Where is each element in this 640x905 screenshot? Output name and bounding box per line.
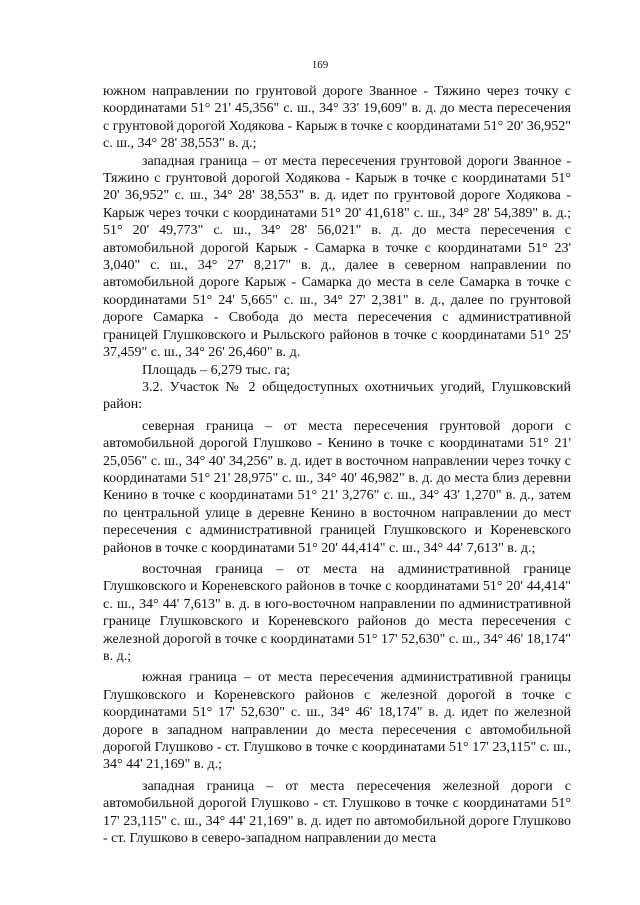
- paragraph-plot-2-heading: 3.2. Участок № 2 общедоступных охотничьих угодий, Глушковский район:: [103, 379, 571, 413]
- document-body: [103, 83, 571, 847]
- paragraph-continuation: южном направлении по грунтовой дороге Званное - Тяжино через точку с координатами 51° 21' 45,356" с. ш., 34° 33' 19,609" в. д. до места пересечения с грунтовой дорогой Ходякова - Карыж в точке с координатами 51° 20' 36,952" с. ш., 34° 28' 38,553" в. д.;: [103, 84, 571, 152]
- paragraph-western-border-plot-1: западная граница – от места пересечения грунтовой дороги Званное - Тяжино с грунтовой дорогой Ходякова - Карыж в точке с координатами 51° 20' 36,952" с. ш., 34° 28' 38,553" в. д. идет по грунтовой дороге Ходякова - Карыж через точки с координатами 51° 20' 41,618" с. ш., 34° 28' 54,389" в. д.; 51° 20' 49,773" с. ш., 34° 28' 56,021" в. д. до места пересечения с автомобильной дорогой Карыж - Самарка в точке с координатами 51° 23' 3,040" с. ш., 34° 27' 8,217" в. д., далее в северном направлении по автомобильной дороге Карыж - Самарка до места в селе Самарка в точке с координатами 51° 24' 5,665" с. ш., 34° 27' 2,381" в. д., далее по грунтовой дороге Самарка - Свобода до места пересечения с административной границей Глушковского и Рыльского районов в точке с координатами 51° 25' 37,459" с. ш., 34° 26' 26,460" в. д.: [103, 153, 571, 361]
- paragraph-area: Площадь – 6,279 тыс. га;: [142, 362, 291, 378]
- paragraph-northern-border: северная граница – от места пересечения грунтовой дороги с автомобильной дорогой Глушково - Кенино в точке с координатами 51° 21' 25,056" с. ш., 34° 40' 34,256" в. д. идет в восточном направлении через точку с координатами 51° 21' 28,975" с. ш., 34° 40' 46,982" в. д. до места близ деревни Кенино в точке с координатами 51° 21' 3,276" с. ш., 34° 43' 1,270" в. д., затем по центральной улице в деревне Кенино в восточном направлении до мест пересечения с административной границей Глушковского и Кореневского районов в точке с координатами 51° 20' 44,414" с. ш., 34° 44' 7,613" в. д.;: [103, 418, 571, 556]
- paragraph-southern-border: южная граница – от места пересечения административной границы Глушковского и Кореневского районов с железной дорогой в точке с координатами 51° 17' 52,630" с. ш., 34° 46' 18,174" в. д. идет по железной дороге в западном направлении до места пересечения с автомобильной дорогой Глушково - ст. Глушково в точке с координатами 51° 17' 23,115" с. ш., 34° 44' 21,169" в. д.;: [103, 670, 571, 773]
- page-number: 169: [311, 59, 329, 71]
- paragraph-western-border-plot-2: западная граница – от места пересечения железной дороги с автомобильной дорогой Глушково - ст. Глушково в точке с координатами 51° 17' 23,115" с. ш., 34° 44' 21,169" в. д. идет по автомобильной дороге Глушково - ст. Глушково в северо-западном направлении до места: [103, 778, 571, 847]
- paragraph-eastern-border: восточная граница – от места на административной границе Глушковского и Кореневского районов в точке с координатами 51° 20' 44,414" с. ш., 34° 44' 7,613" в. д. в юго-восточном направлении по административной границе Глушковского и Кореневского районов до места пересечения с железной дорогой в точке с координатами 51° 17' 52,630" с. ш., 34° 46' 18,174" в. д.;: [103, 561, 571, 664]
